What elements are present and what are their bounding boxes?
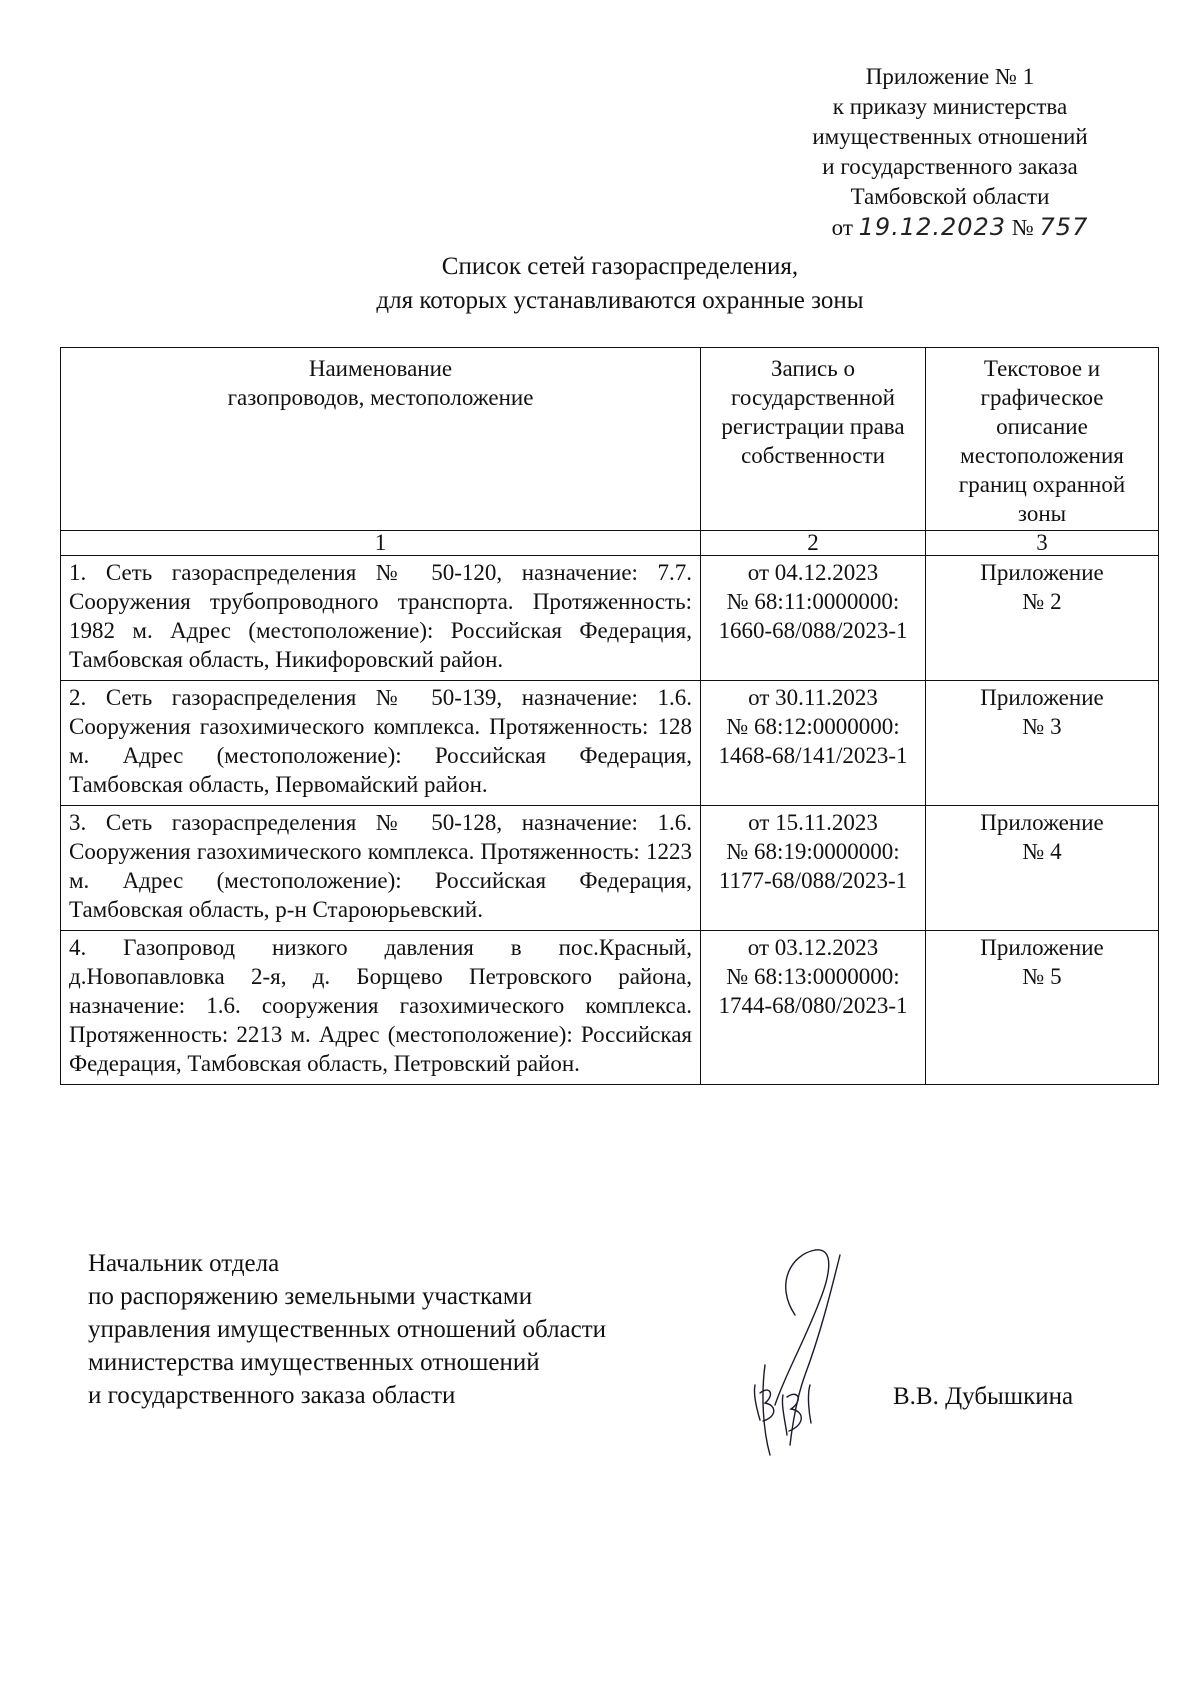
gas-networks-table xyxy=(60,347,1159,1085)
registration-date: от 15.11.2023 xyxy=(748,810,878,835)
record-number: 1744-68/080/2023-1 xyxy=(718,993,908,1018)
date-prefix: от xyxy=(831,215,853,240)
appendix-line-1: Приложение № 1 xyxy=(865,64,1035,89)
signer-position-line-3: управления имущественных отношений области xyxy=(88,1316,607,1343)
registration-date: от 03.12.2023 xyxy=(747,935,879,960)
attachment-label: Приложение xyxy=(980,935,1104,960)
cadastral-number: № 68:12:0000000: xyxy=(726,714,900,739)
record-number: 1660-68/088/2023-1 xyxy=(718,618,908,643)
handwritten-signature-icon xyxy=(735,1245,875,1465)
order-number: 757 xyxy=(1039,213,1089,241)
registration-record xyxy=(701,931,926,1085)
signer-position-line-2: по распоряжению земельными участками xyxy=(88,1283,533,1310)
signer-name: В.В. Дубышкина xyxy=(893,1383,1074,1410)
order-date: 19.12.2023 xyxy=(858,213,1007,241)
order-date-line xyxy=(760,212,1140,243)
attachment-label: Приложение xyxy=(980,560,1104,585)
record-number: 1177-68/088/2023-1 xyxy=(718,868,908,893)
header-name-location xyxy=(61,348,701,531)
title-line-1: Список сетей газораспределения, xyxy=(441,253,799,280)
table-row xyxy=(61,931,1159,1085)
table-header-row xyxy=(61,348,1159,531)
network-description: 2. Сеть газораспределения № 50-139, назначение: 1.6. Сооружения газохимического комплекса. Протяженность: 128 м. Адрес (местоположение): Российская Федерация, Тамбовская область, Первомайский район. xyxy=(61,681,701,806)
attachment-reference xyxy=(926,681,1159,806)
appendix-header xyxy=(760,62,1140,243)
signer-position-line-4: министерства имущественных отношений xyxy=(88,1349,540,1376)
header-description: Текстовое и графическое описание местоположения границ охранной зоны xyxy=(926,348,1159,531)
attachment-label: Приложение xyxy=(980,685,1104,710)
table-row xyxy=(61,681,1159,806)
column-number: 1 xyxy=(61,531,701,556)
appendix-line-5: Тамбовской области xyxy=(850,184,1050,209)
header-col1-line2: газопроводов, местоположение xyxy=(227,385,534,410)
header-registration: Запись о государственной регистрации права собственности xyxy=(701,348,926,531)
attachment-reference xyxy=(926,556,1159,681)
attachment-number: № 3 xyxy=(1022,714,1062,739)
record-number: 1468-68/141/2023-1 xyxy=(718,743,908,768)
number-label: № xyxy=(1011,215,1034,240)
attachment-number: № 4 xyxy=(1022,839,1062,864)
attachment-number: № 5 xyxy=(1022,964,1062,989)
network-description: 1. Сеть газораспределения № 50-120, назначение: 7.7. Сооружения трубопроводного транспорта. Протяженность: 1982 м. Адрес (местоположение): Российская Федерация, Тамбовская область, Никифоровский район. xyxy=(61,556,701,681)
signer-position-line-1: Начальник отдела xyxy=(88,1250,280,1277)
signature-block xyxy=(88,1247,728,1412)
column-number: 2 xyxy=(701,531,926,556)
registration-record xyxy=(701,806,926,931)
title-line-2: для которых устанавливаются охранные зоны xyxy=(376,287,864,314)
table-row xyxy=(61,556,1159,681)
attachment-label: Приложение xyxy=(980,810,1104,835)
attachment-reference xyxy=(926,931,1159,1085)
attachment-reference xyxy=(926,806,1159,931)
cadastral-number: № 68:13:0000000: xyxy=(726,964,900,989)
network-description: 3. Сеть газораспределения № 50-128, назначение: 1.6. Сооружения газохимического комплекса. Протяженность: 1223 м. Адрес (местоположение): Российская Федерация, Тамбовская область, р-н Староюрьевский. xyxy=(61,806,701,931)
registration-record xyxy=(701,681,926,806)
column-numbers-row xyxy=(61,531,1159,556)
column-number: 3 xyxy=(926,531,1159,556)
signer-position-line-5: и государственного заказа области xyxy=(88,1382,456,1409)
table-row xyxy=(61,806,1159,931)
cadastral-number: № 68:11:0000000: xyxy=(726,589,900,614)
header-col1-line1: Наименование xyxy=(308,356,453,381)
registration-date: от 30.11.2023 xyxy=(748,685,878,710)
attachment-number: № 2 xyxy=(1022,589,1062,614)
appendix-line-4: и государственного заказа xyxy=(822,154,1078,179)
document-title xyxy=(240,250,1000,318)
registration-date: от 04.12.2023 xyxy=(747,560,879,585)
appendix-line-2: к приказу министерства xyxy=(832,94,1068,119)
registration-record xyxy=(701,556,926,681)
appendix-line-3: имущественных отношений xyxy=(812,124,1088,149)
cadastral-number: № 68:19:0000000: xyxy=(726,839,900,864)
network-description: 4. Газопровод низкого давления в пос.Красный, д.Новопавловка 2-я, д. Борщево Петровского района, назначение: 1.6. сооружения газохимического комплекса. Протяженность: 2213 м. Адрес (местоположение): Российская Федерация, Тамбовская область, Петровский район. xyxy=(61,931,701,1085)
